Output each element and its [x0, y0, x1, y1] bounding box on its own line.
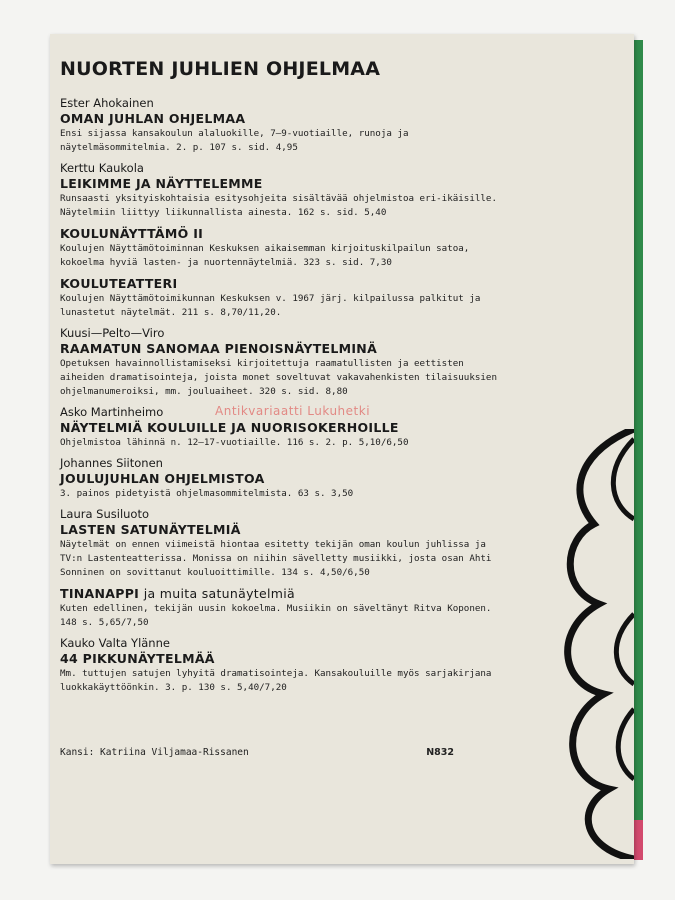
- book-description: Koulujen Näyttämötoimikunnan Keskuksen v. 1967 järj. kilpailussa palkitut ja lunastetut näytelmät. 211 s. 8,70/11,20.: [60, 293, 481, 318]
- author: Kerttu Kaukola: [60, 161, 144, 175]
- book-title: LASTEN SATUNÄYTELMIÄ: [60, 522, 241, 537]
- book-title: KOULUTEATTERI: [60, 276, 178, 291]
- list-item: [60, 586, 500, 630]
- book-description: Ensi sijassa kansakoulun alaluokille, 7—9-vuotiaille, runoja ja näytelmäsommitelmia. 2. p. 107 s. sid. 4,95: [60, 128, 409, 153]
- book-title: KOULUNÄYTTÄMÖ II: [60, 226, 204, 241]
- decorative-curve-graphic: [524, 429, 634, 859]
- author: Kuusi—Pelto—Viro: [60, 326, 165, 340]
- book-title-rest: ja muita satunäytelmiä: [143, 586, 295, 601]
- book-description: Runsaasti yksityiskohtaisia esitysohjeita sisältävää ohjelmistoa eri-ikäisille. Näytelmiin liittyy liikunnallista ainesta. 162 s. sid. 5,40: [60, 193, 497, 218]
- author: Ester Ahokainen: [60, 96, 154, 110]
- book-title: NÄYTELMIÄ KOULUILLE JA NUORISOKERHOILLE: [60, 420, 399, 435]
- list-item: [60, 226, 500, 270]
- book-description: Näytelmät on ennen viimeistä hiontaa esitetty tekijän oman koulun juhlissa ja TV:n Lastenteatterissa. Monissa on niihin sävelletty musiikki, josta osan Ahti Sonninen on sovittanut kouluoittimille. 134 s. 4,50/6,50: [60, 539, 492, 578]
- book-list: [60, 58, 500, 701]
- book-description: Mm. tuttujen satujen lyhyitä dramatisointeja. Kansakouluille myös sarjakirjana luokkakäyttöönkin. 3. p. 130 s. 5,40/7,20: [60, 668, 492, 693]
- page-title: NUORTEN JUHLIEN OHJELMAA: [60, 58, 381, 80]
- book-title: 44 PIKKUNÄYTELMÄÄ: [60, 651, 215, 666]
- book-description: Opetuksen havainnollistamiseksi kirjoitettuja raamatullisten ja eettisten aiheiden dramatisointeja, joista monet soveltuvat vakavahenkisten tilaisuuksien ohjelmanumeroiksi, mm. jouluaiheet. 320 s. sid. 8,80: [60, 358, 497, 397]
- book-title-main: TINANAPPI: [60, 586, 140, 601]
- list-item: [60, 276, 500, 320]
- list-item: [60, 96, 500, 155]
- catalog-code: N832: [426, 747, 454, 758]
- book-title: RAAMATUN SANOMAA PIENOISNÄYTELMINÄ: [60, 341, 378, 356]
- spine-edge-green: [634, 40, 643, 860]
- book-description: Koulujen Näyttämötoiminnan Keskuksen aikaisemman kirjoituskilpailun satoa, kokoelma hyviä lasten- ja nuortennäytelmiä. 323 s. sid. 7,30: [60, 243, 470, 268]
- list-item: [60, 636, 500, 695]
- author: Johannes Siitonen: [60, 456, 163, 470]
- list-item: [60, 456, 500, 501]
- list-item: [60, 326, 500, 399]
- list-item: [60, 161, 500, 220]
- author: Laura Susiluoto: [60, 507, 150, 521]
- author: Asko Martinheimo: [60, 405, 164, 419]
- spine-edge-pink: [634, 820, 643, 860]
- book-title: LEIKIMME JA NÄYTTELEMME: [60, 176, 263, 191]
- book-title: OMAN JUHLAN OHJELMAA: [60, 111, 246, 126]
- list-item: [60, 405, 500, 450]
- cover-footer: [60, 747, 500, 758]
- book-title: [60, 586, 500, 602]
- list-item: [60, 507, 500, 580]
- book-description: Kuten edellinen, tekijän uusin kokoelma. Musiikin on säveltänyt Ritva Koponen. 148 s. 5,65/7,50: [60, 603, 492, 628]
- book-description: 3. painos pidetyistä ohjelmasommitelmista. 63 s. 3,50: [60, 488, 354, 499]
- watermark-text: Antikvariaatti Lukuhetki: [215, 404, 371, 418]
- book-title: JOULUJUHLAN OHJELMISTOA: [60, 471, 265, 486]
- book-description: Ohjelmistoa lähinnä n. 12—17-vuotiaille. 116 s. 2. p. 5,10/6,50: [60, 437, 409, 448]
- author: Kauko Valta Ylänne: [60, 636, 170, 650]
- cover-credit: Kansi: Katriina Viljamaa-Rissanen: [60, 747, 249, 758]
